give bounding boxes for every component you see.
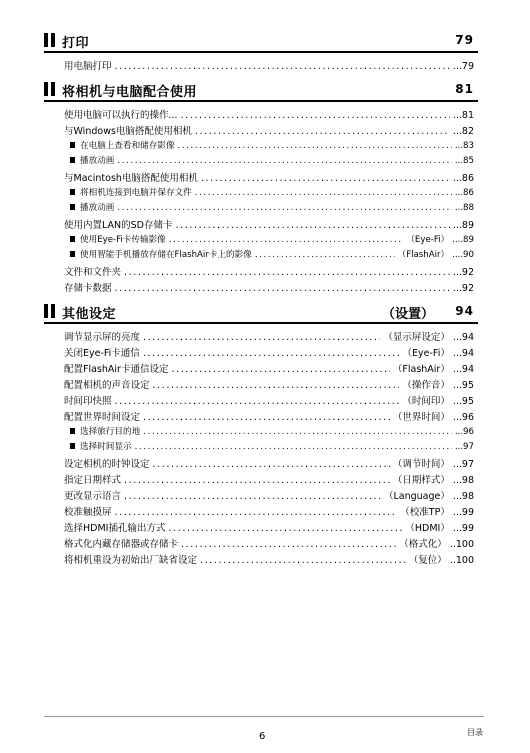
section-page-number: 81 [455,82,474,96]
toc-entry-text: 播放动画 [80,203,115,213]
toc-entry[interactable] [64,409,474,425]
toc-page-ref: ...99 [452,523,474,534]
toc-page-ref: ...98 [452,491,474,502]
toc-entry-text: 使用Eye-Fi卡传输影像 [80,235,166,245]
toc-page-ref: ...97 [454,442,474,452]
toc-entry-tag: （Eye-Fi） [402,348,450,359]
toc-entry[interactable] [64,488,474,504]
toc-entry-text: 关闭Eye-Fi卡通信 [64,348,140,359]
leader-dots [181,539,396,550]
toc-entry[interactable] [64,536,474,552]
leader-dots [195,188,452,198]
toc-entry-tag: （时间印） [402,396,450,407]
section-title-tag: （设置） [381,307,434,322]
toc-entry[interactable] [64,58,474,74]
footer-divider [44,716,484,717]
section-title: 打印 [62,36,90,51]
leader-dots [115,396,400,407]
toc-entry[interactable] [64,329,474,345]
toc-page-ref: ....90 [452,250,474,260]
toc-page-ref: ...94 [452,364,474,375]
section-page-number: 79 [455,33,474,47]
bullet-square-icon [70,142,75,148]
bullet-square-icon [70,236,75,242]
toc-entry[interactable] [64,472,474,488]
leader-dots [168,523,402,534]
leader-dots [169,235,404,245]
toc-entry-text: 选择HDMI插孔输出方式 [64,523,166,534]
toc-subentry[interactable] [70,248,474,264]
toc-entry-text: 指定日期样式 [64,475,122,486]
toc-entry[interactable] [64,170,474,186]
footer-section-label: 目录 [467,728,483,737]
leader-dots [115,61,450,72]
bullet-square-icon [70,428,75,434]
toc-subentry[interactable] [70,425,474,441]
section-marker-icon [44,33,48,47]
bullet-square-icon [70,189,75,195]
toc-entry-text: 校准触摸屏 [64,507,112,518]
toc-entry-text: 格式化内藏存储器或存储卡 [64,539,179,550]
bullet-square-icon [70,157,75,163]
leader-dots [117,203,451,213]
toc-page-ref: ...85 [454,156,474,166]
toc-entry-text: 在电脑上查看和储存影像 [80,141,175,151]
leader-dots [200,555,406,566]
toc-page-ref: ...96 [454,427,474,437]
section-marker-icon [51,82,55,96]
toc-entry-tag: （FlashAir） [397,250,450,260]
toc-page-ref: ..100 [449,555,474,566]
leader-dots [124,267,450,278]
toc-entry-tag: （校准TP） [400,507,450,518]
toc-entry-text: 与Macintosh电脑搭配使用相机 [64,173,198,184]
toc-entry-text: 配置FlashAir卡通信设定 [64,364,169,375]
section-marker-icon [51,33,55,47]
toc-entry-text: 使用电脑可以执行的操作... [64,110,178,121]
toc-entry-tag: （Language） [383,491,450,502]
leader-dots [115,283,450,294]
toc-entry[interactable] [64,264,474,280]
toc-subentry[interactable] [70,154,474,170]
leader-dots [153,380,400,391]
section-header-other [44,302,478,324]
leader-dots [201,173,450,184]
section-marker-icon [44,304,48,318]
toc-entry[interactable] [64,456,474,472]
leader-dots [153,459,390,470]
section-header-print [44,31,478,53]
toc-page-ref: ...92 [452,283,474,294]
leader-dots [143,427,452,437]
toc-entry-text: 选择旅行目的地 [80,427,141,437]
toc-page-ref: ...86 [454,188,474,198]
toc-page-ref: ...82 [452,126,474,137]
toc-page-ref: ...95 [452,380,474,391]
toc-page-ref: ...94 [452,332,474,343]
leader-dots [135,442,452,452]
toc-subentry[interactable] [70,440,474,456]
toc-page-ref: ....89 [452,235,474,245]
toc-entry[interactable] [64,504,474,520]
toc-page-ref: ..100 [449,539,474,550]
section-title: 将相机与电脑配合使用 [62,85,198,100]
toc-page-ref: ...79 [452,61,474,72]
toc-page-ref: ...97 [452,459,474,470]
toc-page-ref: ...92 [452,267,474,278]
toc-entry[interactable] [64,217,474,233]
leader-dots [181,110,450,121]
toc-entry-text: 使用内置LAN的SD存储卡 [64,220,173,231]
leader-dots [117,156,451,166]
toc-entry-text: 文件和文件夹 [64,267,122,278]
toc-entry-tag: （显示屏设定） [383,332,450,343]
leader-dots [143,412,390,423]
section-marker-icon [44,82,48,96]
toc-entry-tag: （世界时间） [392,412,450,423]
toc-subentry[interactable] [70,139,474,155]
toc-entry[interactable] [64,345,474,361]
toc-entry-tag: （HDMI） [405,523,450,534]
toc-entry[interactable] [64,280,474,296]
toc-entry-text: 存储卡数据 [64,283,112,294]
toc-entry-text: 配置世界时间设定 [64,412,141,423]
toc-entry[interactable] [64,107,474,123]
toc-page-ref: ...86 [452,173,474,184]
section-header-pc [44,80,478,102]
leader-dots [143,332,380,343]
leader-dots [195,126,450,137]
leader-dots [124,475,390,486]
toc-entry-text: 播放动画 [80,156,115,166]
toc-page-ref: ...95 [452,396,474,407]
toc-subentry[interactable] [70,186,474,202]
toc-entry-text: 调节显示屏的亮度 [64,332,141,343]
toc-entry-tag: （Eye-Fi） [406,235,450,245]
toc-page-ref: ...98 [452,475,474,486]
toc-page-ref: ...96 [452,412,474,423]
toc-page-ref: ...88 [454,203,474,213]
toc-entry-tag: （日期样式） [392,475,450,486]
toc-page-ref: ...83 [454,141,474,151]
section-title: 其他设定 [62,307,117,322]
toc-entry-tag: （FlashAir） [392,364,450,375]
section-marker-icon [51,304,55,318]
toc-subentry[interactable] [70,233,474,249]
toc-entry-text: 将相机重设为初始出厂缺省设定 [64,555,198,566]
toc-entry-text: 使用智能手机播放存储在FlashAir卡上的影像 [80,250,252,260]
footer-page-number: 6 [259,731,266,742]
toc-entry-tag: （复位） [408,555,447,566]
toc-entry-text: 与Windows电脑搭配使用相机 [64,126,192,137]
leader-dots [255,250,395,260]
bullet-square-icon [70,251,75,257]
toc-entry[interactable] [64,361,474,377]
leader-dots [171,364,389,375]
bullet-square-icon [70,204,75,210]
toc-entry[interactable] [64,123,474,139]
toc-entry-text: 更改显示语言 [64,491,122,502]
leader-dots [124,491,381,502]
toc-entry-text: 将相机连接到电脑并保存文件 [80,188,192,198]
toc-entry[interactable] [64,552,474,568]
section-page-number: 94 [455,304,474,318]
toc-page-ref: ...89 [452,220,474,231]
toc-entry-text: 用电脑打印 [64,61,112,72]
toc-entry-text: 选择时间显示 [80,442,132,452]
toc-entry-tag: （格式化） [399,539,447,550]
leader-dots [115,507,398,518]
toc-entry[interactable] [64,377,474,393]
leader-dots [175,220,449,231]
toc-subentry[interactable] [70,201,474,217]
bullet-square-icon [70,443,75,449]
toc-entry-tag: （操作音） [402,380,450,391]
toc-page-ref: ...94 [452,348,474,359]
toc-entry-text: 时间印快照 [64,396,112,407]
toc-entry-text: 配置相机的声音设定 [64,380,150,391]
leader-dots [178,141,452,151]
toc-page-ref: ...81 [452,110,474,121]
toc-page-ref: ...99 [452,507,474,518]
leader-dots [143,348,400,359]
toc-entry-text: 设定相机的时钟设定 [64,459,150,470]
toc-entry[interactable] [64,520,474,536]
toc-entry[interactable] [64,393,474,409]
toc-entry-tag: （调节时间） [392,459,450,470]
